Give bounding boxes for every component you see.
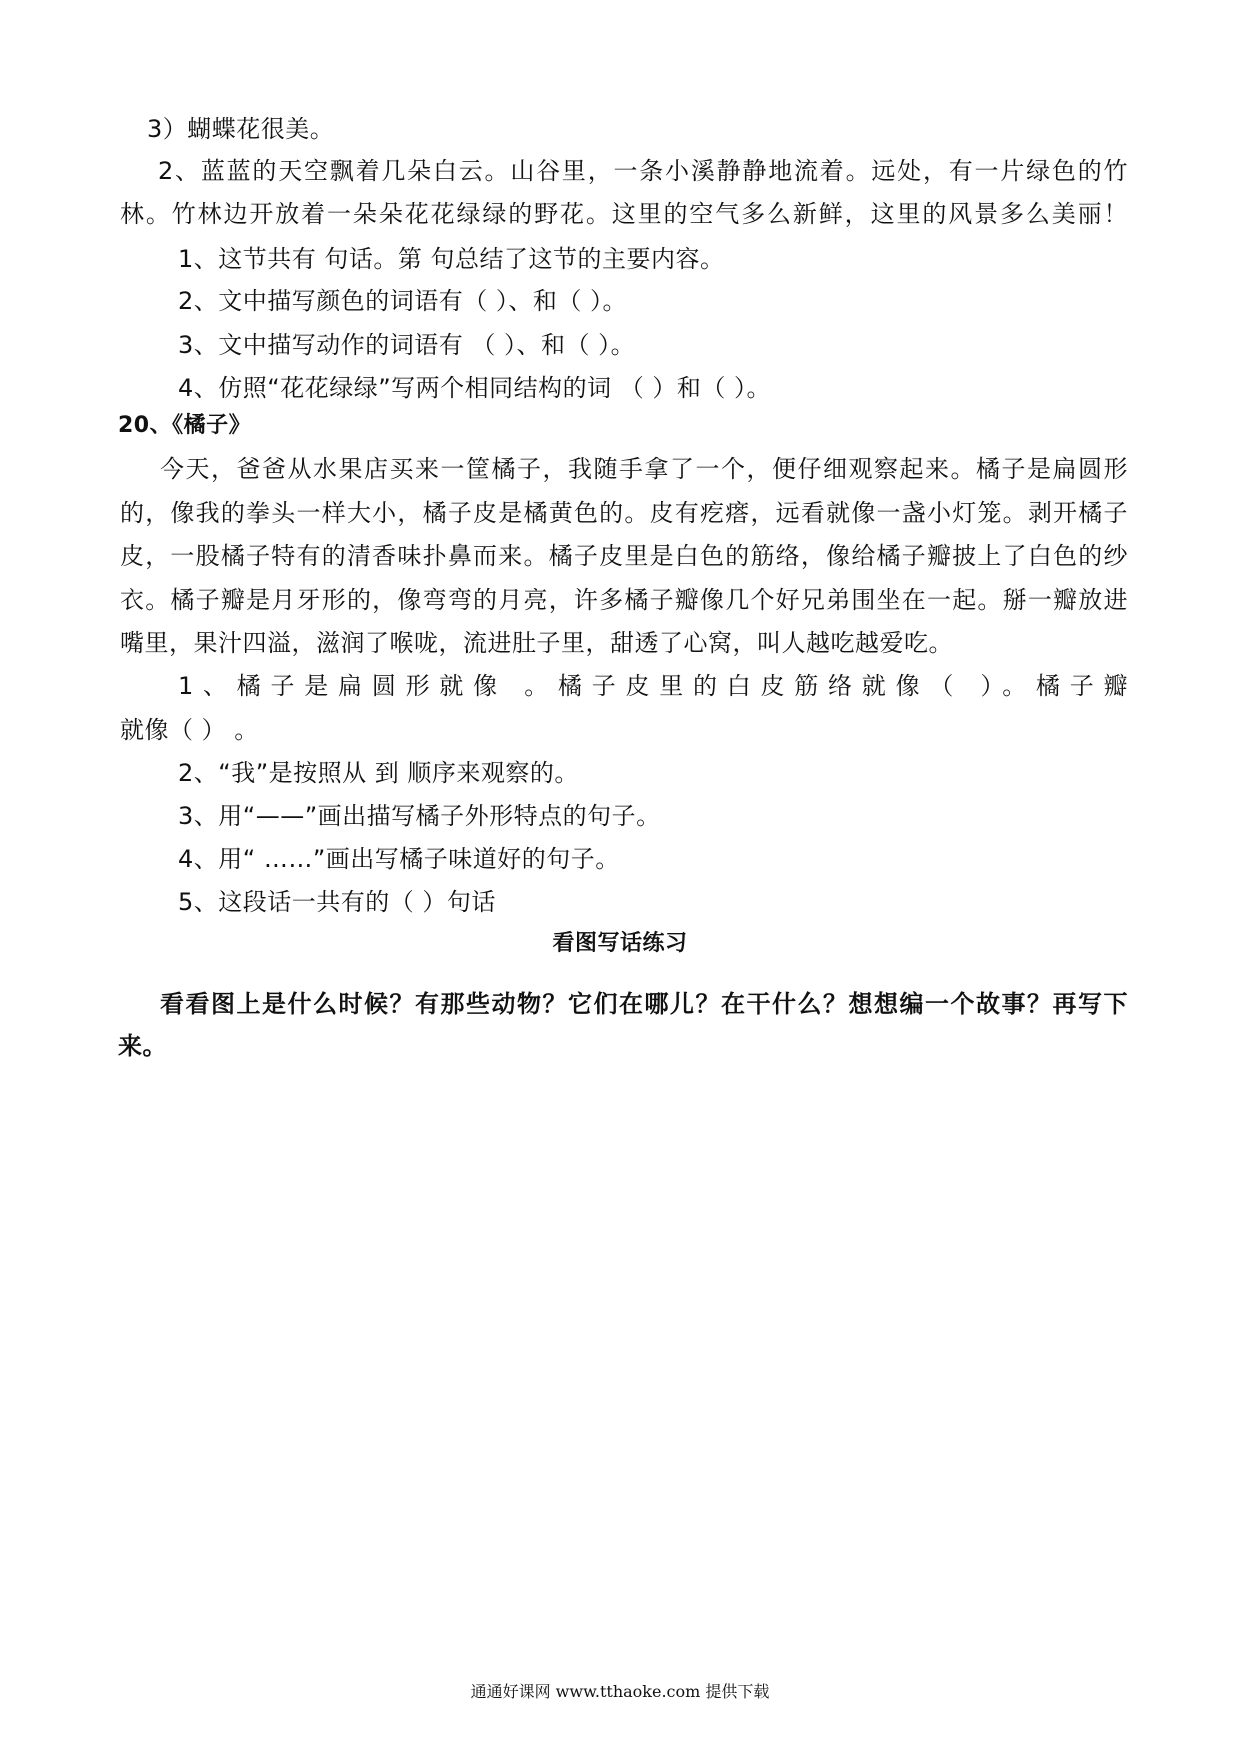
question-3: 3、文中描写动作的词语有 （ ）、和（ ）。	[178, 331, 636, 359]
orange-question-4: 4、用“ ……”画出写橘子味道好的句子。	[178, 845, 620, 873]
passage-line: 皮，一股橘子特有的清香味扑鼻而来。橘子皮里是白色的筋络，像给橘子瓣披上了白色的纱	[120, 542, 1128, 570]
passage-line: 衣。橘子瓣是月牙形的，像弯弯的月亮，许多橘子瓣像几个好兄弟围坐在一起。掰一瓣放进	[120, 586, 1128, 614]
question-4: 4、仿照“花花绿绿”写两个相同结构的词 （ ）和（ ）。	[178, 374, 772, 402]
writing-prompt-line-2: 来。	[118, 1032, 167, 1060]
orange-question-1-line-1: 1、橘子是扁圆形就像 。橘子皮里的白皮筋络就像（ ）。橘子瓣	[178, 672, 1128, 700]
passage-line: 嘴里，果汁四溢，滋润了喉咙，流进肚子里，甜透了心窝，叫人越吃越爱吃。	[120, 629, 953, 657]
section-20-title: 20、《橘子》	[118, 413, 252, 438]
passage-2-line-1: 2、蓝蓝的天空飘着几朵白云。山谷里，一条小溪静静地流着。远处，有一片绿色的竹	[158, 157, 1128, 185]
orange-question-2: 2、“我”是按照从 到 顺序来观察的。	[178, 759, 579, 787]
writing-prompt-line-1: 看看图上是什么时候？有那些动物？它们在哪儿？在干什么？想想编一个故事？再写下	[160, 990, 1128, 1018]
passage-line: 今天，爸爸从水果店买来一筐橘子，我随手拿了一个，便仔细观察起来。橘子是扁圆形	[160, 455, 1128, 483]
orange-question-3: 3、用“——”画出描写橘子外形特点的句子。	[178, 802, 661, 830]
passage-2-line-2: 林。竹林边开放着一朵朵花花绿绿的野花。这里的空气多么新鲜，这里的风景多么美丽！	[120, 200, 1128, 228]
writing-practice-title: 看图写话练习	[552, 931, 688, 956]
passage-line: 的，像我的拳头一样大小，橘子皮是橘黄色的。皮有疙瘩，远看就像一盏小灯笼。剥开橘子	[120, 499, 1128, 527]
item-3: 3）蝴蝶花很美。	[147, 115, 335, 143]
footer-credit: 通通好课网 www.tthaoke.com 提供下载	[470, 1682, 770, 1701]
question-2: 2、文中描写颜色的词语有（ ）、和（ ）。	[178, 287, 628, 315]
question-1: 1、这节共有 句话。第 句总结了这节的主要内容。	[178, 245, 725, 273]
orange-question-5: 5、这段话一共有的（ ）句话	[178, 888, 496, 916]
orange-question-1-line-2: 就像（ ） 。	[120, 716, 259, 744]
